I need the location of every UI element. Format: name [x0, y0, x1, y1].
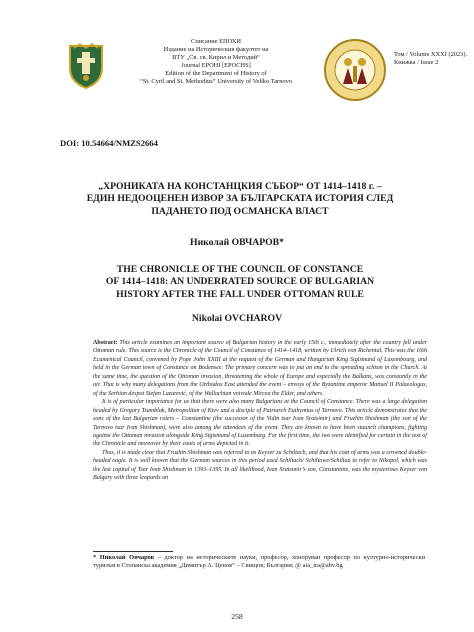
abstract-text: This article examines an important source of Bulgarian history in the early 15th c., immediately after the country fell under Ottoman rule. This source is the Chronicle of the Council of Constance of 1414–1418, written by Ulrich von Richental. This was the 16th Ecumenical Council, convened by Pope John XXIII at the request of the German and Hungarian King Sigismund of Luxembourg, and held in the German town of Constance on Bodensee. The primary concern was to put an end to the spreading schism in the Church. At the same time, the question of the Ottoman invasion, threatening the whole of Europe and especially the Balkans, was constantly in the air. That is why many delegations from the Orthodox East attended the event – envoys of the Byzantine emperor Manuel II Palaeologus, of the Serbian despot Stefan Lazarević, of the Wallachian voivode Mircea the Elder, and others. — [93, 340, 427, 397]
journal-line: Edition of the Department of History of — [165, 70, 267, 77]
university-crest-icon — [66, 42, 106, 90]
article-title-bulgarian — [70, 181, 410, 218]
footnote-author: * Николай Овчаров — [93, 554, 155, 561]
abstract-paragraph — [93, 339, 427, 398]
journal-line: Списание ЕПОХИ — [191, 38, 241, 45]
issue-line: Книжка / Issue 2 — [394, 59, 439, 66]
journal-line: “St. Cyril and St. Methodius” University of Veliko Tarnovo — [140, 78, 292, 85]
journal-line: Издание на Историческия факултет на — [163, 46, 269, 53]
title-line: THE CHRONICLE OF THE COUNCIL OF CONSTANCE — [116, 264, 364, 275]
page-number: 258 — [231, 612, 243, 621]
volume-line: Том / Volume XXXI (2023). — [394, 51, 468, 58]
abstract-paragraph: Thus, it is made clear that Fruzhin Shishman was referred to as Keyser zu Schiltach, and that his coat of arms was a crowned double-headed eagle. It is well known that the German sources in this period used Schiltach/ Schiltawe/Schiltau to refer to Nikopol, which was the last capital of Tsar Ivan Shishman in 1393–1395. In all likelihood, Ivan Sratsimir’s son, Constantine, was the mysterious Keyser von Bulgary with three leopards on — [93, 449, 427, 482]
journal-line: ВТУ „Св. св. Кирил и Методий“ — [172, 54, 260, 61]
title-line: ПАДАНЕТО ПОД ОСМАНСКА ВЛАСТ — [151, 205, 329, 217]
title-line: HISTORY AFTER THE FALL UNDER OTTOMAN RULE — [116, 288, 364, 300]
abstract — [93, 339, 427, 483]
article-title-english — [70, 264, 410, 301]
journal-header — [60, 38, 468, 110]
footnote-text: – доктор на историческите науки, професор, хоноруван професор по културно-исторически туризъм в Стопанска академия „Димитър А. Ценов“ – Свищов; България; @ aia_ira@abv.bg — [93, 554, 425, 570]
volume-info — [394, 51, 474, 67]
author-footnote — [93, 554, 425, 571]
saints-seal-icon — [323, 38, 387, 102]
author-name-english: Nikolai OVCHAROV — [191, 313, 283, 324]
author-name-bulgarian: Николай ОВЧАРОВ* — [190, 237, 284, 248]
doi-label: DOI: 10.54664/NMZS2664 — [60, 138, 158, 148]
title-line: „ХРОНИКАТА НА КОНСТАНЦКИЯ СЪБОР“ ОТ 1414–1418 г. – — [98, 181, 382, 192]
abstract-label: Abstract: — [93, 340, 118, 346]
abstract-paragraph: It is of particular importance for us that there were also many Bulgarians at the Council of Constance. There was a large delegation headed by Gregory Tsamblak, Metropolitan of Kiev and a disciple of Patriarch Euthymius of Tarnovo. This article demonstrates that the sons of the last Bulgarian rulers – Constantine (the successor of the Vidin tsar Ivan Sratsimir) and Fruzhin Shishman (the son of the Tarnovo tsar Ivan Shishman), were also among the attendees of the event. They are known to have been staunch champions, fighting against the Ottoman invasion alongside King Sigismund of Luxemburg. For the first time, the two were identified for certain in the text of the Chronicle and moreover by their coats of arms depicted in it. — [93, 399, 427, 448]
journal-info — [114, 38, 318, 86]
title-line: OF 1414–1418: AN UNDERRATED SOURCE OF BULGARIAN — [105, 276, 375, 288]
journal-line: Journal EPOHI [EPOCHS] — [181, 62, 251, 69]
title-line: ЕДИН НЕДООЦЕНЕН ИЗВОР ЗА БЪЛГАРСКАТА ИСТОРИЯ СЛЕД — [86, 193, 394, 205]
footnote-divider — [93, 551, 173, 552]
